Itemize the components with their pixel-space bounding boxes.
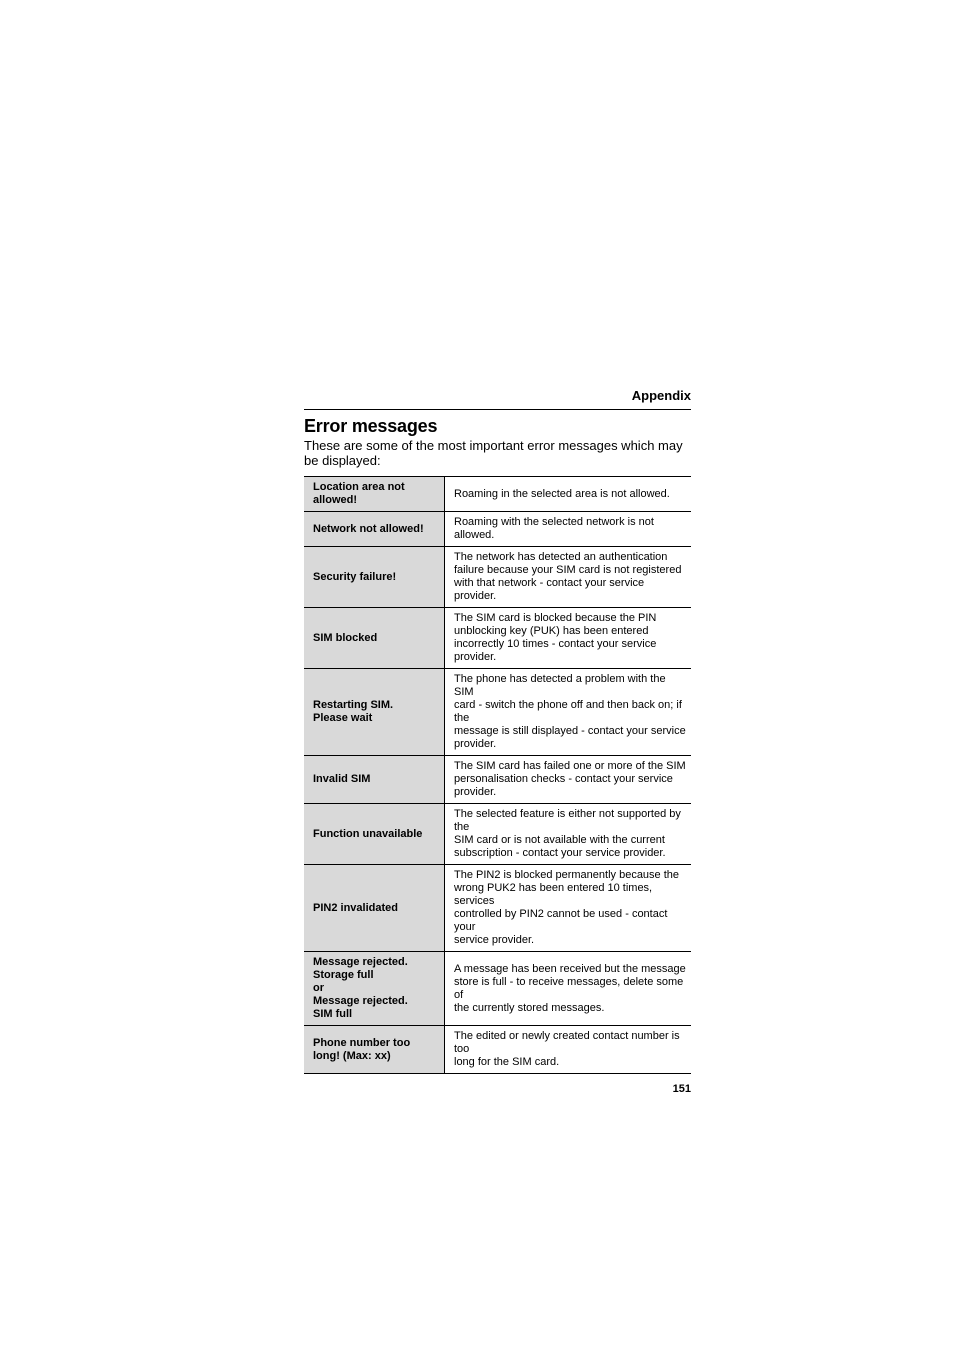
error-message-cell (304, 547, 445, 608)
table-row (304, 547, 691, 608)
error-message-cell (304, 756, 445, 804)
error-description-cell (445, 477, 692, 512)
error-message-line: Please wait (313, 712, 373, 724)
error-message-line: Location area not (313, 481, 405, 493)
table-row (304, 865, 691, 952)
error-description-cell (445, 547, 692, 608)
error-message-cell (304, 952, 445, 1026)
error-description-line: provider. (454, 786, 497, 798)
error-message-cell (304, 865, 445, 952)
error-description-line: personalisation checks - contact your service (454, 773, 673, 785)
error-description-line: controlled by PIN2 cannot be used - contact your (454, 908, 668, 933)
error-message-cell (304, 1026, 445, 1074)
error-description-line: long for the SIM card. (454, 1056, 560, 1068)
table-row (304, 512, 691, 547)
error-message-line: long! (Max: xx) (313, 1049, 391, 1062)
error-description-cell (445, 756, 692, 804)
error-description-line: A message has been received but the message (454, 962, 686, 975)
error-description-line: message is still displayed - contact your service (454, 725, 686, 737)
error-description-line: The SIM card has failed one or more of the SIM (454, 760, 686, 772)
error-message-line: Invalid SIM (313, 773, 371, 785)
table-row (304, 669, 691, 756)
error-description-line: The phone has detected a problem with the SIM (454, 673, 666, 698)
error-message-cell (304, 608, 445, 669)
error-messages-table (304, 476, 691, 1074)
page-number: 151 (672, 1083, 691, 1095)
error-description-cell (445, 952, 692, 1026)
error-description-line: provider. (454, 738, 497, 750)
error-description-line: card - switch the phone off and then back on; if the (454, 699, 682, 724)
error-message-line: SIM full (313, 1008, 353, 1020)
error-message-cell (304, 477, 445, 512)
error-description-line: incorrectly 10 times - contact your service (454, 638, 657, 650)
error-message-line: Network not allowed! (313, 522, 424, 535)
error-description-line: subscription - contact your service provider. (454, 847, 666, 859)
error-description-cell (445, 608, 692, 669)
error-message-line: Restarting SIM. (313, 699, 394, 711)
error-description-cell (445, 1026, 692, 1074)
error-rows (304, 477, 691, 1074)
table-row (304, 608, 691, 669)
error-message-line: PIN2 invalidated (313, 901, 398, 914)
error-message-line: or (313, 982, 324, 994)
intro-text: These are some of the most important error messages which may be displayed: (304, 438, 683, 468)
error-message-line: SIM blocked (313, 631, 378, 644)
error-description-cell (445, 804, 692, 865)
error-message-line: Message rejected. (313, 995, 408, 1007)
error-description-line: SIM card or is not available with the current (454, 834, 665, 846)
error-description-cell (445, 865, 692, 952)
error-message-line: Function unavailable (313, 827, 423, 840)
page-title: Error messages (304, 416, 438, 436)
error-description-line: wrong PUK2 has been entered 10 times, services (454, 882, 653, 907)
error-description-line: the currently stored messages. (454, 1001, 605, 1014)
error-description-cell (445, 669, 692, 756)
table-row (304, 1026, 691, 1074)
error-description-line: The PIN2 is blocked permanently because the (454, 869, 680, 881)
error-description-line: The selected feature is either not supported by the (454, 808, 681, 833)
error-description-line: Roaming with the selected network is not allowed. (454, 516, 654, 541)
error-description-line: failure because your SIM card is not registered (454, 564, 682, 576)
error-message-line: Phone number too (313, 1036, 411, 1049)
error-message-line: Storage full (313, 969, 374, 981)
error-description-line: store is full - to receive messages, delete some of (454, 975, 684, 1001)
error-message-line: Message rejected. (313, 956, 408, 968)
error-description-cell (445, 512, 692, 547)
page-content (304, 388, 691, 1096)
table-row (304, 477, 691, 512)
error-message-line: Security failure! (313, 570, 397, 583)
error-message-cell (304, 512, 445, 547)
error-description-line: provider. (454, 651, 497, 663)
error-description-line: with that network - contact your service provider. (454, 577, 645, 602)
error-description-line: The SIM card is blocked because the PIN (454, 612, 657, 624)
error-description-line: Roaming in the selected area is not allowed. (454, 487, 670, 500)
error-description-line: unblocking key (PUK) has been entered (454, 625, 649, 637)
error-description-line: The network has detected an authentication (454, 551, 668, 563)
error-description-line: The edited or newly created contact number is too (454, 1030, 680, 1055)
table-row (304, 804, 691, 865)
error-message-cell (304, 804, 445, 865)
error-message-cell (304, 669, 445, 756)
table-row (304, 952, 691, 1026)
error-description-line: service provider. (454, 934, 535, 946)
section-header: Appendix (304, 388, 691, 410)
table-row (304, 756, 691, 804)
error-message-line: allowed! (313, 494, 358, 506)
